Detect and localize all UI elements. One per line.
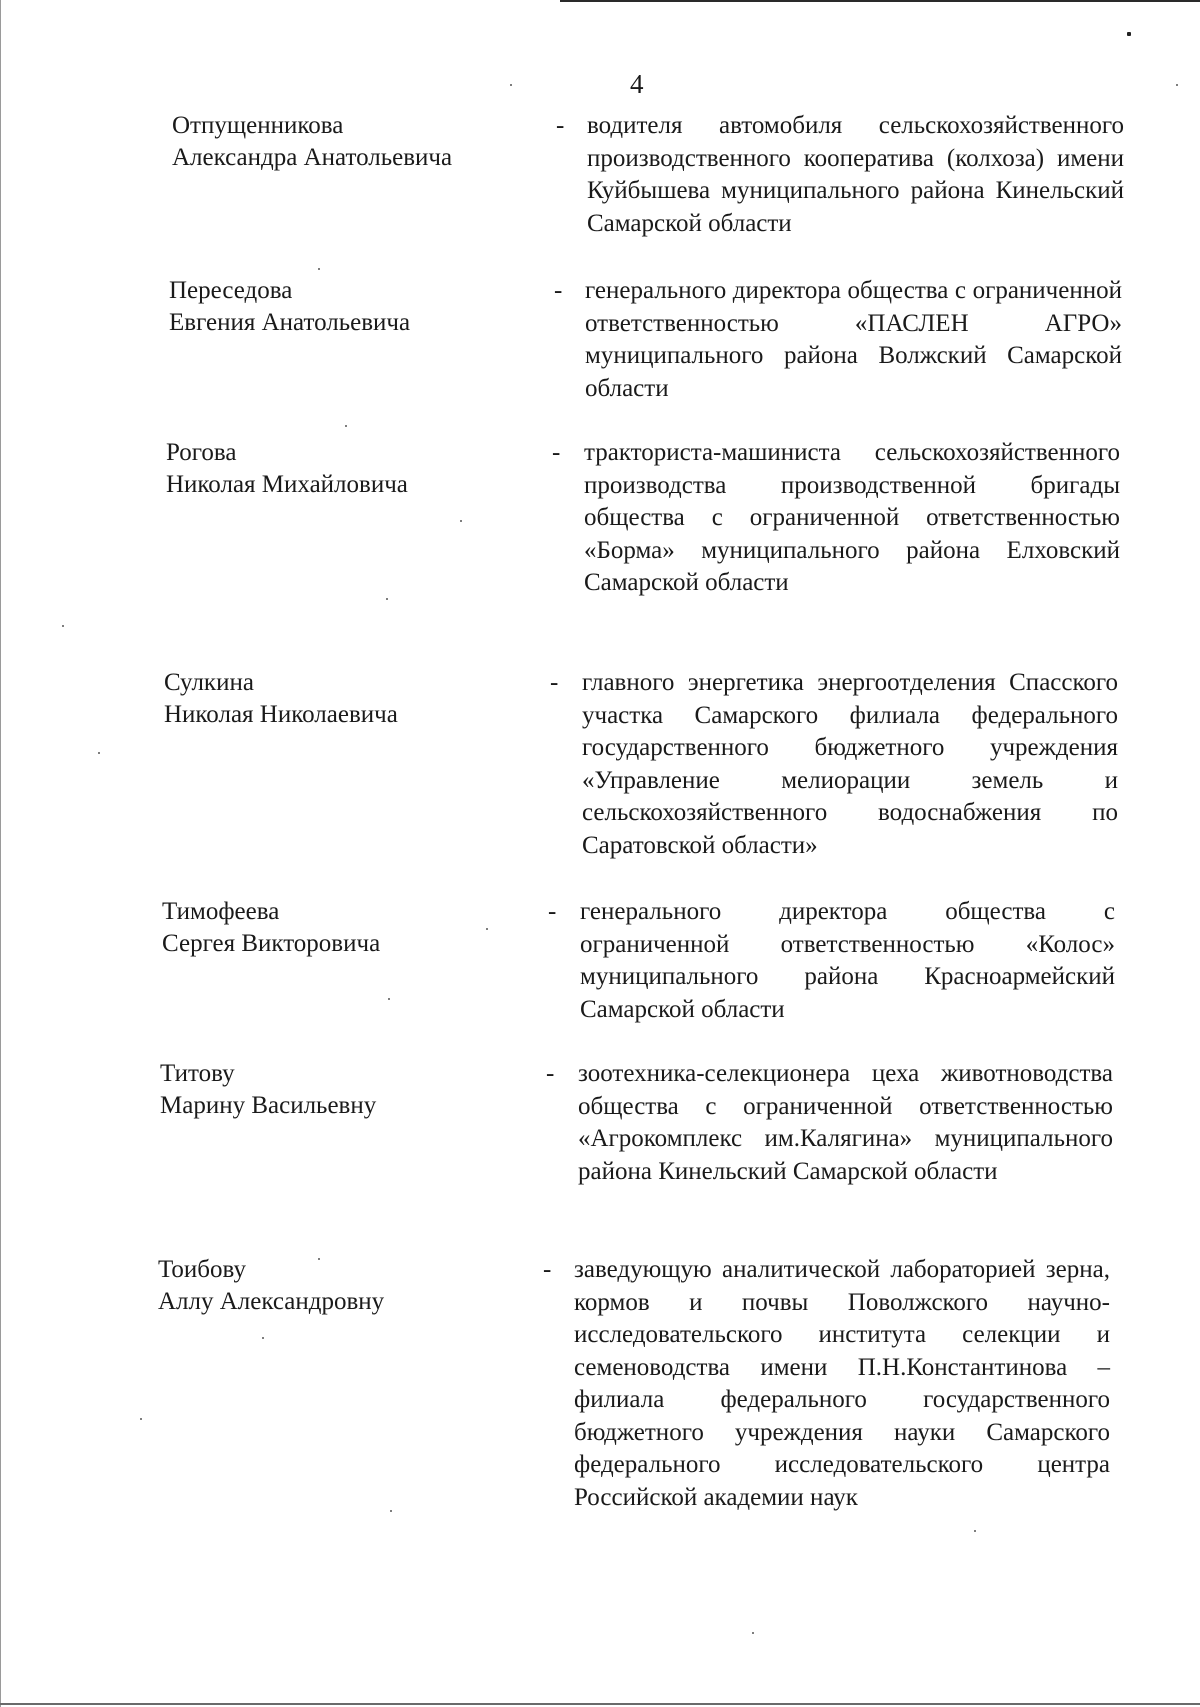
position-description: тракториста-машиниста сельскохозяйственного производства производственной бригады общества с ограниченной ответственностью «Борма» муниципального района Елховский Самарской области: [584, 439, 1120, 596]
scan-speck: [1176, 84, 1178, 86]
person-name: [160, 1058, 376, 1122]
person-surname: Рогова: [166, 439, 237, 466]
position-description: главного энергетика энергоотделения Спасского участка Самарского филиала федерального государственного бюджетного учреждения «Управление мелиорации земель и сельскохозяйственного водоснабжения по Саратовской области»: [582, 669, 1118, 859]
scan-speck: [62, 625, 64, 627]
scan-speck: [388, 998, 390, 1000]
position-description: генерального директора общества с ограниченной ответственностью «ПАСЛЕН АГРО» муниципального района Волжский Самарской области: [585, 277, 1122, 402]
scan-edge-left: [0, 0, 1, 1707]
person-given-names: Сергея Викторовича: [162, 930, 381, 957]
scan-speck: [486, 928, 488, 930]
person-given-names: Николая Николаевича: [164, 701, 398, 728]
scan-speck: [98, 752, 100, 754]
person-surname: Переседова: [169, 277, 293, 304]
scan-speck: [974, 1530, 976, 1532]
scan-speck: [752, 1632, 754, 1634]
scan-edge-top: [560, 0, 1200, 2]
person-name: [164, 667, 398, 731]
scan-speck: [510, 84, 512, 86]
scan-edge-bottom: [0, 1703, 1200, 1705]
scan-speck: [460, 520, 462, 522]
position-description: заведующую аналитической лабораторией зерна, кормов и почвы Поволжского научно-исследовательского института селекции и семеноводства имени П.Н.Константинова – филиала федерального государственного бюджетного учреждения науки Самарского федерального исследовательского центра Российской академии наук: [574, 1256, 1110, 1511]
person-name: [166, 437, 408, 501]
person-given-names: Евгения Анатольевича: [169, 309, 411, 336]
position-description: зоотехника-селекционера цеха животноводства общества с ограниченной ответственностью «Агрокомплекс им.Калягина» муниципального района Кинельский Самарской области: [578, 1060, 1113, 1185]
person-surname: Титову: [160, 1060, 235, 1087]
person-name: [169, 275, 410, 339]
person-given-names: Николая Михайловича: [166, 471, 408, 498]
scan-speck: [390, 1510, 392, 1512]
person-given-names: Александра Анатольевича: [172, 144, 453, 171]
list-dash: -: [543, 1256, 552, 1283]
scan-speck: [262, 1337, 264, 1339]
person-surname: Отпущенникова: [172, 112, 344, 139]
scan-speck: [386, 598, 388, 600]
page-number: 4: [630, 69, 644, 99]
scan-speck: [345, 425, 347, 427]
list-dash: -: [554, 277, 563, 304]
scan-speck: [1127, 32, 1131, 36]
person-surname: Сулкина: [164, 669, 254, 696]
person-name: [162, 896, 380, 960]
list-dash: -: [550, 669, 559, 696]
scan-speck: [318, 268, 320, 270]
list-dash: -: [546, 1060, 555, 1087]
person-name: [158, 1254, 384, 1318]
list-dash: -: [556, 112, 565, 139]
person-surname: Тоибову: [158, 1256, 246, 1283]
scan-speck: [140, 1418, 142, 1420]
position-description: водителя автомобиля сельскохозяйственного производственного кооператива (колхоза) имени Куйбышева муниципального района Кинельский Самарской области: [587, 112, 1124, 237]
person-given-names: Марину Васильевну: [160, 1092, 377, 1119]
person-surname: Тимофеева: [162, 898, 280, 925]
person-given-names: Аллу Александровну: [158, 1288, 385, 1315]
position-description: генерального директора общества с ограниченной ответственностью «Колос» муниципального района Красноармейский Самарской области: [580, 898, 1115, 1023]
person-name: [172, 110, 452, 174]
list-dash: -: [548, 898, 557, 925]
list-dash: -: [552, 439, 561, 466]
